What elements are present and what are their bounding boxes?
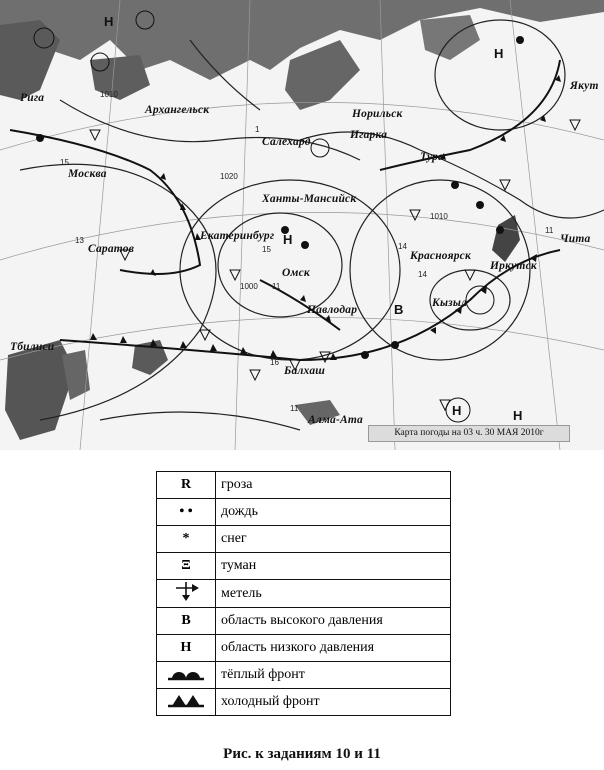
legend-label: снег [216, 526, 451, 553]
city-label: Красноярск [410, 250, 471, 262]
map-number: 11 [290, 404, 299, 413]
city-label: Алма-Ата [308, 414, 363, 426]
city-label: Норильск [352, 108, 403, 120]
low-pressure-label: Н [283, 232, 293, 247]
legend-label: гроза [216, 472, 451, 499]
map-number: 1010 [430, 212, 448, 221]
city-label: Екатеринбург [200, 230, 275, 242]
cold-front-icon [157, 689, 216, 716]
legend-label: туман [216, 553, 451, 580]
low-pressure-label: Н [494, 46, 504, 61]
legend-label: холодный фронт [216, 689, 451, 716]
blizzard-icon [157, 580, 216, 608]
legend-table [156, 471, 451, 716]
city-label: Тура [420, 151, 445, 163]
city-label: Иркутск [490, 260, 537, 272]
warm-front-icon [157, 662, 216, 689]
legend-row [157, 472, 451, 499]
legend-label: метель [216, 580, 451, 608]
city-label: Саратов [88, 243, 135, 255]
map-number: 14 [398, 242, 407, 251]
legend-label: область высокого давления [216, 608, 451, 635]
legend-label: тёплый фронт [216, 662, 451, 689]
city-label: Ханты-Мансийск [262, 193, 357, 205]
city-label: Москва [68, 168, 107, 180]
high-pressure-label: В [394, 302, 404, 317]
map-number: 1000 [240, 282, 258, 291]
legend-row [157, 689, 451, 716]
low-pressure-label: Н [104, 14, 114, 29]
city-label: Игарка [350, 129, 388, 141]
city-label: Чита [560, 233, 591, 245]
map-number: 1 [255, 125, 260, 134]
low-pressure-label: Н [452, 403, 462, 418]
fog-icon: Ξ [157, 553, 216, 580]
legend-label: дождь [216, 499, 451, 526]
city-label: Рига [20, 92, 45, 104]
low-pressure-icon: Н [157, 635, 216, 662]
high-pressure-icon: В [157, 608, 216, 635]
city-label: Салехард [262, 136, 311, 148]
map-number: 16 [270, 358, 279, 367]
city-label: Архангельск [145, 104, 210, 116]
legend-row [157, 580, 451, 608]
legend-row [157, 553, 451, 580]
low-pressure-label: Н [513, 408, 523, 423]
legend-row [157, 608, 451, 635]
map-number: 13 [75, 236, 84, 245]
legend-row [157, 526, 451, 553]
legend-row [157, 499, 451, 526]
map-number: 11 [272, 282, 281, 291]
city-label: Балхаш [284, 365, 326, 377]
city-label: Павлодар [307, 304, 358, 316]
figure-caption: Рис. к заданиям 10 и 11 [223, 746, 381, 762]
map-number: 1020 [220, 172, 238, 181]
city-label: Омск [282, 267, 310, 279]
legend-label: область низкого давления [216, 635, 451, 662]
map-number: 11 [545, 226, 554, 235]
snow-icon: * [157, 526, 216, 553]
map-number: 14 [418, 270, 427, 279]
map-number: 1010 [100, 90, 118, 99]
city-label: Тбилиси [10, 341, 55, 353]
map-number: 15 [262, 245, 271, 254]
thunderstorm-icon: R [157, 472, 216, 499]
map-number: 15 [60, 158, 69, 167]
map-caption: Карта погоды на 03 ч. 30 МАЯ 2010г [368, 425, 570, 442]
legend-row [157, 662, 451, 689]
rain-icon: • • [157, 499, 216, 526]
legend-row [157, 635, 451, 662]
city-label: Якут [570, 80, 599, 92]
city-label: Кызыл [432, 297, 468, 309]
